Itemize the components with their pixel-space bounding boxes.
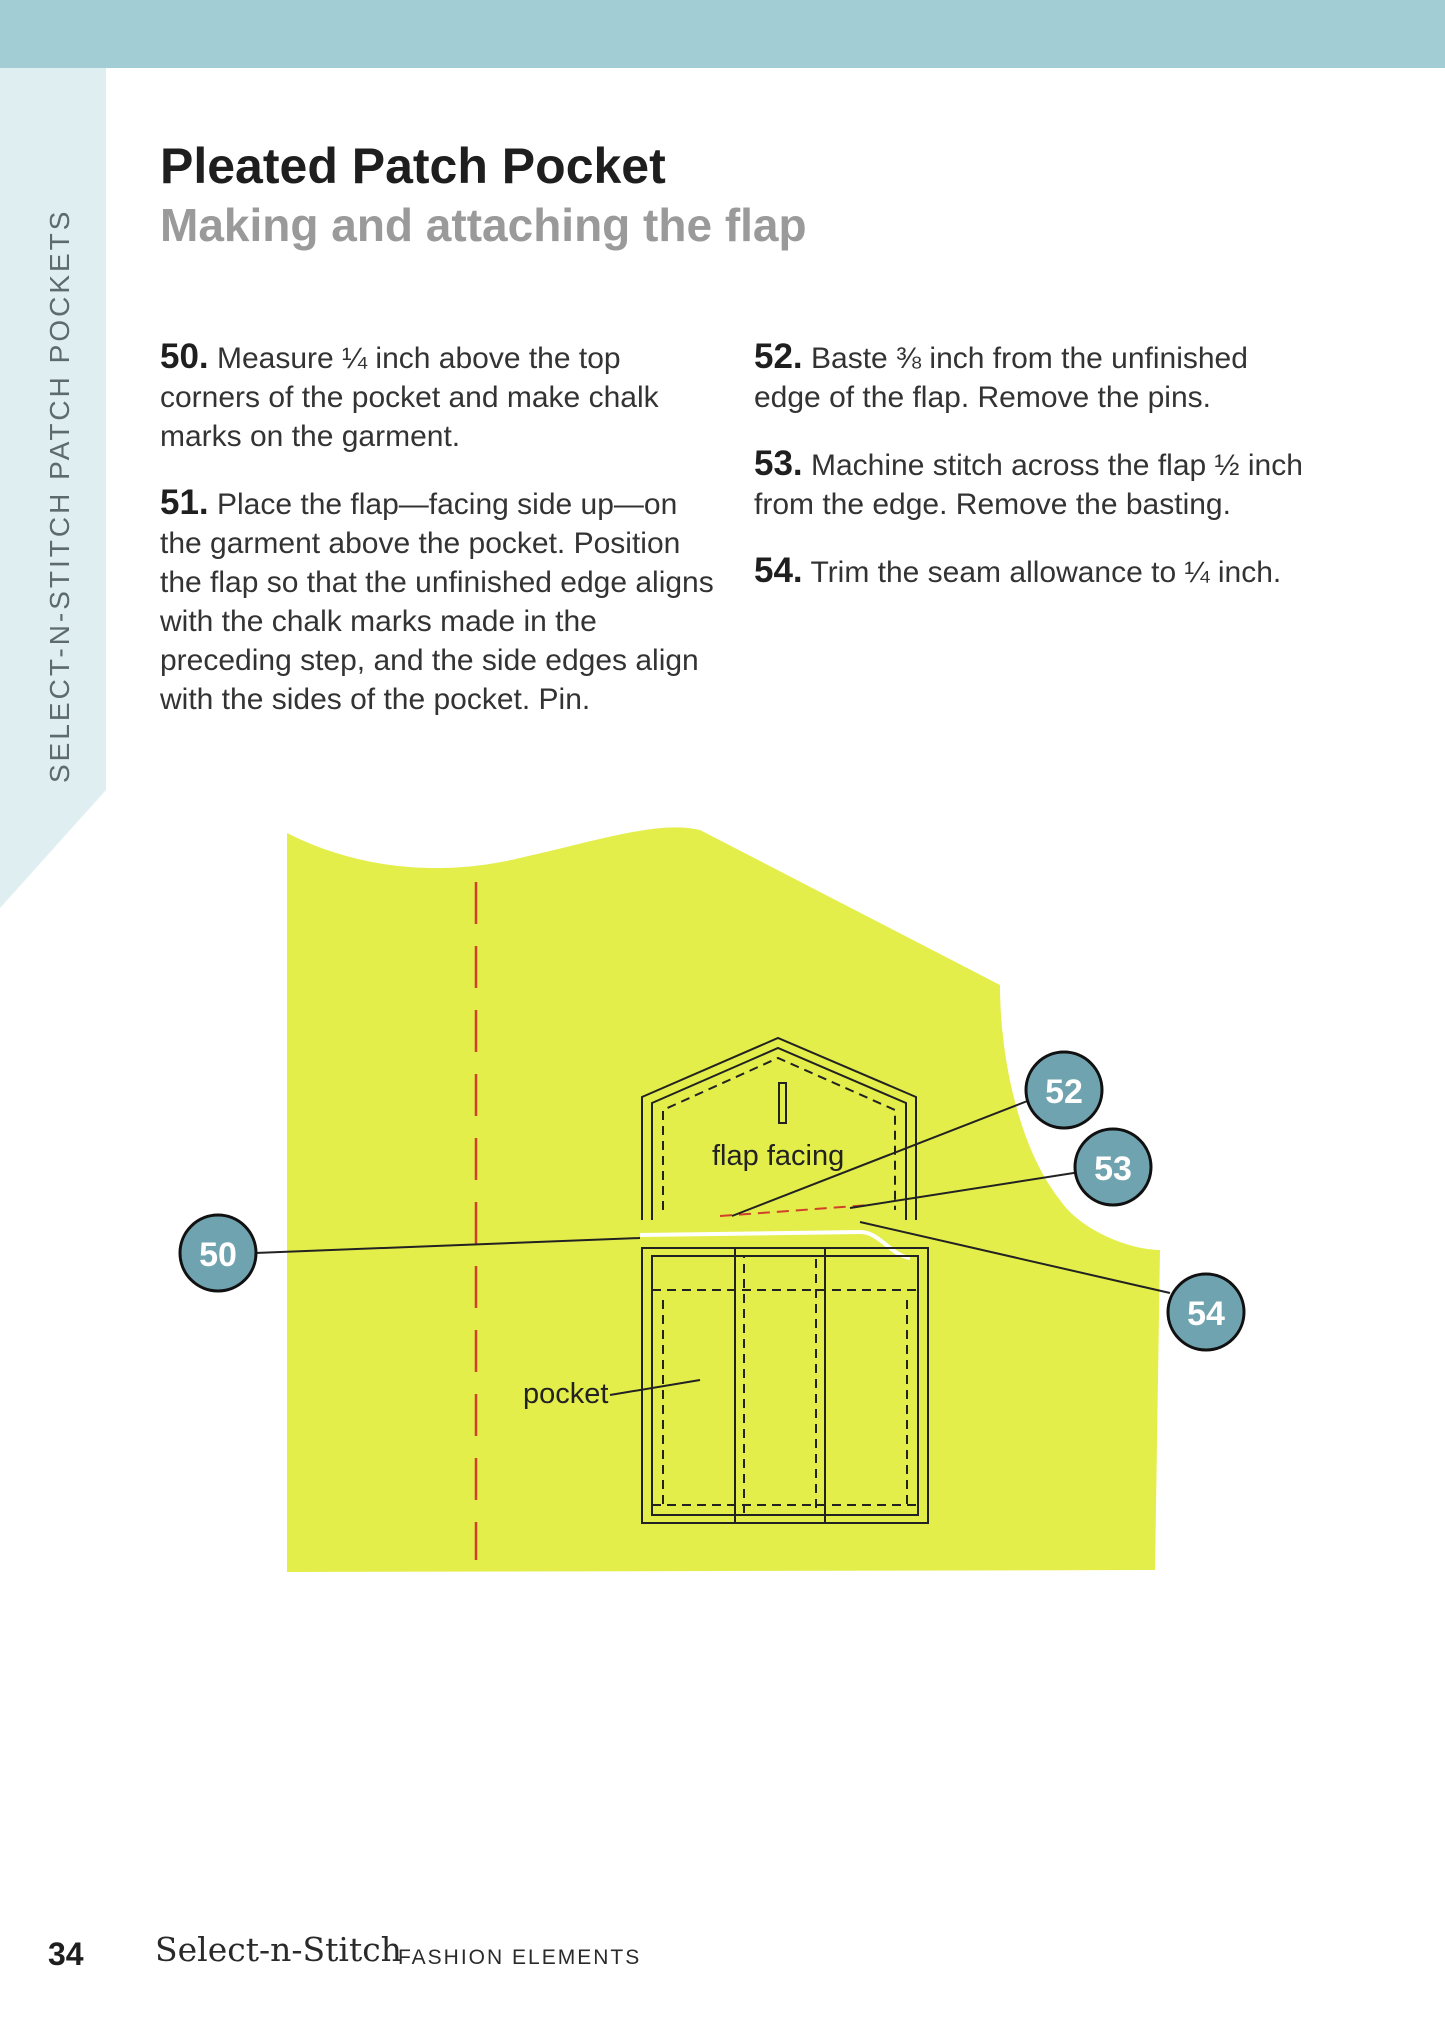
- step-52: 52. Baste ⅜ inch from the unfinished edge of the flap. Remove the pins.: [754, 337, 1248, 414]
- brand-tagline: FASHION ELEMENTS: [398, 1946, 642, 1969]
- brand-logo: Select-n-Stitch: [155, 1930, 402, 1969]
- svg-text:52: 52: [1045, 1073, 1083, 1111]
- svg-text:50: 50: [199, 1236, 237, 1274]
- section-label: SELECT-N-STITCH PATCH POCKETS: [44, 208, 75, 783]
- pocket-label: pocket: [523, 1378, 609, 1410]
- step-53: 53. Machine stitch across the flap ½ inch from the edge. Remove the basting.: [754, 444, 1303, 521]
- page-subtitle: Making and attaching the flap: [160, 199, 807, 251]
- garment-fabric: [287, 827, 1160, 1572]
- callout-50: [180, 1215, 256, 1291]
- step-54: 54. Trim the seam allowance to ¼ inch.: [754, 551, 1282, 590]
- page-number: 34: [48, 1936, 84, 1972]
- svg-text:53: 53: [1094, 1150, 1132, 1188]
- step-51: 51. Place the flap—facing side up—on the garment above the pocket. Position the flap so that the unfinished edge aligns with the chalk marks made in the preceding step, and the side edges align with the sides of the pocket. Pin.: [160, 483, 714, 716]
- svg-text:54: 54: [1187, 1295, 1225, 1333]
- flap-facing-label: flap facing: [712, 1140, 845, 1172]
- callout-52: [1026, 1052, 1102, 1128]
- callout-53: [1075, 1129, 1151, 1205]
- page-title: Pleated Patch Pocket: [160, 138, 666, 194]
- step-50: 50. Measure ¼ inch above the top corners of the pocket and make chalk marks on the garment.: [160, 337, 659, 453]
- callout-54: [1168, 1274, 1244, 1350]
